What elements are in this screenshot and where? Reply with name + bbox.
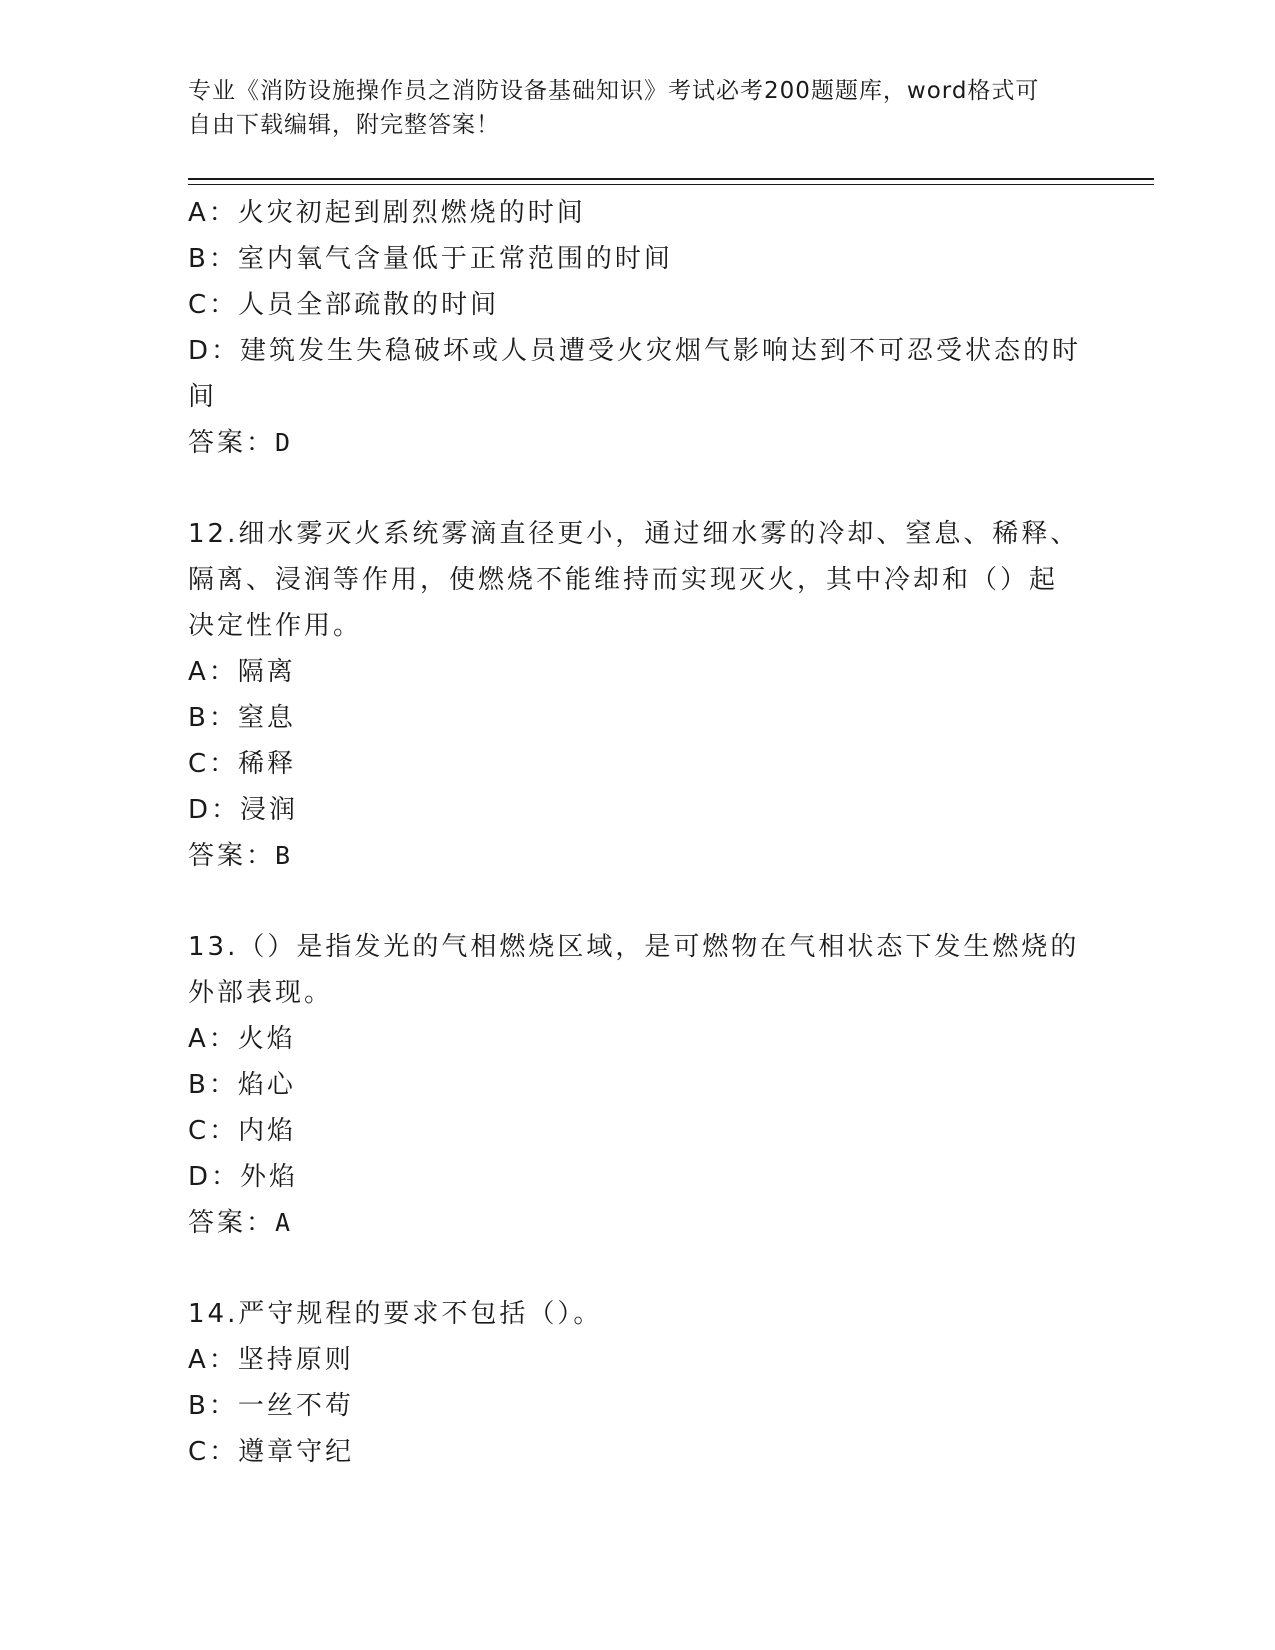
answer-line: [188, 1200, 1088, 1246]
question-text-line: 外部表现。: [188, 978, 334, 1008]
question-text-line: 14.严守规程的要求不包括（）。: [188, 1299, 603, 1329]
answer-line: [188, 420, 1088, 466]
answer-label: 答案：: [188, 1208, 276, 1238]
answer-label: 答案：: [188, 428, 276, 458]
option-c: C：稀释: [188, 749, 297, 779]
option-d-continuation: 间: [188, 382, 218, 412]
header-divider-thick: [188, 178, 1154, 180]
question-list: [188, 190, 1088, 1475]
answer-value: B: [275, 841, 292, 870]
block-spacer: [188, 879, 1088, 924]
option-a: A：火焰: [188, 1024, 296, 1054]
option-b: B：一丝不苟: [188, 1391, 354, 1421]
question-block: [188, 511, 1088, 879]
question-block: [188, 190, 1088, 466]
question-block: [188, 924, 1088, 1246]
block-spacer: [188, 466, 1088, 511]
option-a: A：隔离: [188, 657, 296, 687]
question-text-line: 12.细水雾灭火系统雾滴直径更小，通过细水雾的冷却、窒息、稀释、: [188, 519, 1080, 549]
option-c: C：人员全部疏散的时间: [188, 290, 500, 320]
option-b: B：窒息: [188, 703, 296, 733]
option-c: C：内焰: [188, 1116, 297, 1146]
answer-label: 答案：: [188, 841, 276, 871]
answer-value: D: [275, 428, 292, 457]
option-d: D：建筑发生失稳破坏或人员遭受火灾烟气影响达到不可忍受状态的时: [188, 336, 1082, 366]
question-text-line: 决定性作用。: [188, 611, 363, 641]
question-text-line: 13.（）是指发光的气相燃烧区域，是可燃物在气相状态下发生燃烧的: [188, 932, 1080, 962]
header-title-line-1: 专业《消防设施操作员之消防设备基础知识》考试必考200题题库，word格式可: [188, 78, 1040, 104]
header-divider-thin: [188, 184, 1154, 185]
option-b: B：室内氧气含量低于正常范围的时间: [188, 244, 673, 274]
document-header: [188, 74, 1088, 142]
question-text-line: 隔离、浸润等作用，使燃烧不能维持而实现灭火，其中冷却和（）起: [188, 565, 1059, 595]
question-block: [188, 1291, 1088, 1475]
option-a: A：火灾初起到剧烈燃烧的时间: [188, 198, 586, 228]
option-c: C：遵章守纪: [188, 1437, 355, 1467]
option-d: D：外焰: [188, 1162, 299, 1192]
answer-line: [188, 833, 1088, 879]
option-b: B：焰心: [188, 1070, 296, 1100]
option-d: D：浸润: [188, 795, 299, 825]
answer-value: A: [275, 1208, 292, 1237]
header-title-line-2: 自由下载编辑，附完整答案！: [188, 112, 500, 138]
block-spacer: [188, 1246, 1088, 1291]
option-a: A：坚持原则: [188, 1345, 354, 1375]
